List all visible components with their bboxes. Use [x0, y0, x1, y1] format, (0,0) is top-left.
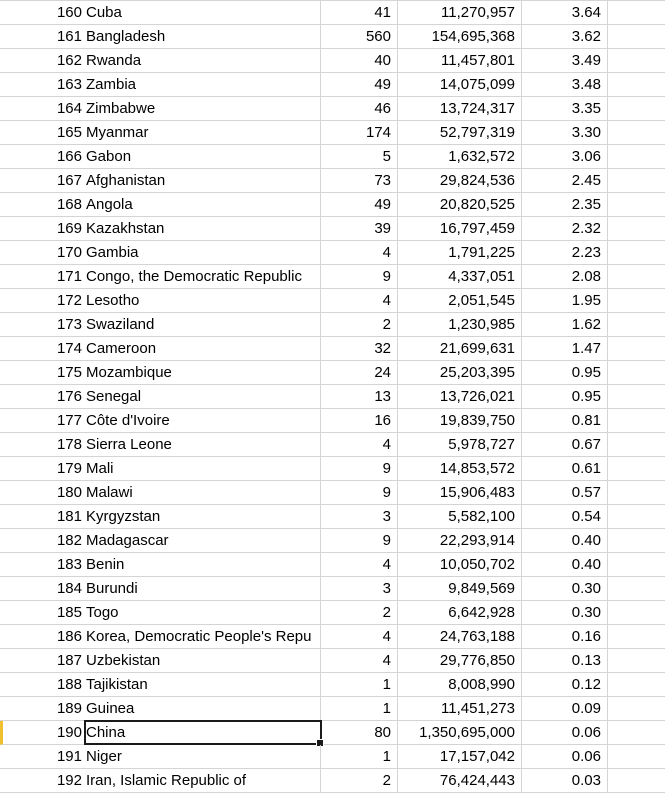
value-b-cell[interactable]: 1,632,572 — [398, 145, 522, 169]
row-header[interactable] — [0, 73, 44, 97]
country-cell[interactable]: Niger — [84, 745, 321, 769]
table-row — [0, 25, 665, 49]
empty-cell[interactable] — [608, 265, 665, 289]
table-row — [0, 73, 665, 97]
empty-cell[interactable] — [608, 649, 665, 673]
rank-cell[interactable]: 191 — [44, 745, 84, 769]
row-header[interactable] — [0, 553, 44, 577]
rank-cell[interactable]: 165 — [44, 121, 84, 145]
value-a-cell[interactable]: 13 — [321, 385, 398, 409]
row-header[interactable] — [0, 577, 44, 601]
value-c-cell[interactable]: 1.62 — [522, 313, 608, 337]
value-c-cell[interactable]: 0.30 — [522, 601, 608, 625]
value-c-cell[interactable]: 0.12 — [522, 673, 608, 697]
country-cell[interactable]: Benin — [84, 553, 321, 577]
empty-cell[interactable] — [608, 145, 665, 169]
row-header[interactable] — [0, 337, 44, 361]
value-a-cell[interactable]: 3 — [321, 505, 398, 529]
value-c-cell[interactable]: 0.13 — [522, 649, 608, 673]
value-b-cell[interactable]: 1,230,985 — [398, 313, 522, 337]
table-row — [0, 217, 665, 241]
value-a-cell[interactable]: 2 — [321, 769, 398, 793]
table-row — [0, 337, 665, 361]
value-c-cell[interactable]: 3.30 — [522, 121, 608, 145]
value-a-cell[interactable]: 4 — [321, 625, 398, 649]
row-header[interactable] — [0, 97, 44, 121]
value-c-cell[interactable]: 0.40 — [522, 529, 608, 553]
rank-cell[interactable]: 182 — [44, 529, 84, 553]
empty-cell[interactable] — [608, 505, 665, 529]
table-row — [0, 745, 665, 769]
value-c-cell[interactable]: 0.57 — [522, 481, 608, 505]
value-b-cell[interactable]: 1,350,695,000 — [398, 721, 522, 745]
country-cell[interactable]: Iran, Islamic Republic of — [84, 769, 321, 793]
value-b-cell[interactable]: 5,582,100 — [398, 505, 522, 529]
row-header[interactable] — [0, 361, 44, 385]
value-b-cell[interactable]: 13,724,317 — [398, 97, 522, 121]
row-header[interactable] — [0, 601, 44, 625]
empty-cell[interactable] — [608, 169, 665, 193]
table-row — [0, 553, 665, 577]
rank-cell[interactable]: 167 — [44, 169, 84, 193]
value-c-cell[interactable]: 0.67 — [522, 433, 608, 457]
value-b-cell[interactable]: 11,270,957 — [398, 1, 522, 25]
empty-cell[interactable] — [608, 745, 665, 769]
empty-cell[interactable] — [608, 289, 665, 313]
row-header[interactable] — [0, 193, 44, 217]
table-row — [0, 769, 665, 793]
row-header[interactable] — [0, 385, 44, 409]
value-c-cell[interactable]: 2.08 — [522, 265, 608, 289]
value-b-cell[interactable]: 9,849,569 — [398, 577, 522, 601]
value-c-cell[interactable]: 2.23 — [522, 241, 608, 265]
value-c-cell[interactable]: 0.03 — [522, 769, 608, 793]
rank-cell[interactable]: 163 — [44, 73, 84, 97]
value-a-cell[interactable]: 73 — [321, 169, 398, 193]
table-row — [0, 529, 665, 553]
empty-cell[interactable] — [608, 697, 665, 721]
country-cell[interactable]: Togo — [84, 601, 321, 625]
rank-cell[interactable]: 179 — [44, 457, 84, 481]
value-a-cell[interactable]: 4 — [321, 433, 398, 457]
row-header[interactable] — [0, 1, 44, 25]
country-cell[interactable]: Tajikistan — [84, 673, 321, 697]
country-cell[interactable]: Bangladesh — [84, 25, 321, 49]
empty-cell[interactable] — [608, 1, 665, 25]
table-row — [0, 361, 665, 385]
value-b-cell[interactable]: 19,839,750 — [398, 409, 522, 433]
empty-cell[interactable] — [608, 73, 665, 97]
empty-cell[interactable] — [608, 193, 665, 217]
value-c-cell[interactable]: 0.95 — [522, 361, 608, 385]
country-cell[interactable]: Swaziland — [84, 313, 321, 337]
row-header[interactable] — [0, 145, 44, 169]
table-row — [0, 313, 665, 337]
empty-cell[interactable] — [608, 481, 665, 505]
value-a-cell[interactable]: 2 — [321, 313, 398, 337]
table-row — [0, 433, 665, 457]
value-c-cell[interactable]: 0.30 — [522, 577, 608, 601]
table-row — [0, 97, 665, 121]
empty-cell[interactable] — [608, 337, 665, 361]
table-row — [0, 601, 665, 625]
table-row — [0, 121, 665, 145]
value-c-cell[interactable]: 0.06 — [522, 745, 608, 769]
empty-cell[interactable] — [608, 217, 665, 241]
value-b-cell[interactable]: 17,157,042 — [398, 745, 522, 769]
value-b-cell[interactable]: 21,699,631 — [398, 337, 522, 361]
value-b-cell[interactable]: 29,776,850 — [398, 649, 522, 673]
rank-cell[interactable]: 185 — [44, 601, 84, 625]
value-a-cell[interactable]: 40 — [321, 49, 398, 73]
table-row — [0, 289, 665, 313]
rank-cell[interactable]: 183 — [44, 553, 84, 577]
value-a-cell[interactable]: 4 — [321, 649, 398, 673]
country-cell[interactable]: Sierra Leone — [84, 433, 321, 457]
value-a-cell[interactable]: 4 — [321, 241, 398, 265]
table-row — [0, 577, 665, 601]
row-header[interactable] — [0, 457, 44, 481]
table-row — [0, 505, 665, 529]
value-a-cell[interactable]: 80 — [321, 721, 398, 745]
value-c-cell[interactable]: 2.45 — [522, 169, 608, 193]
value-a-cell[interactable]: 1 — [321, 673, 398, 697]
row-header[interactable] — [0, 25, 44, 49]
row-header[interactable] — [0, 505, 44, 529]
value-a-cell[interactable]: 39 — [321, 217, 398, 241]
rank-cell[interactable]: 173 — [44, 313, 84, 337]
value-c-cell[interactable]: 3.62 — [522, 25, 608, 49]
table-row — [0, 265, 665, 289]
table-row — [0, 481, 665, 505]
empty-cell[interactable] — [608, 553, 665, 577]
value-a-cell[interactable]: 9 — [321, 265, 398, 289]
value-b-cell[interactable]: 1,791,225 — [398, 241, 522, 265]
value-a-cell[interactable]: 174 — [321, 121, 398, 145]
table-row — [0, 649, 665, 673]
rank-cell[interactable]: 187 — [44, 649, 84, 673]
country-cell[interactable]: Mali — [84, 457, 321, 481]
row-header[interactable] — [0, 289, 44, 313]
value-a-cell[interactable]: 49 — [321, 193, 398, 217]
row-header[interactable] — [0, 217, 44, 241]
rank-cell[interactable]: 186 — [44, 625, 84, 649]
empty-cell[interactable] — [608, 361, 665, 385]
row-header[interactable] — [0, 745, 44, 769]
empty-cell[interactable] — [608, 409, 665, 433]
row-header[interactable] — [0, 481, 44, 505]
country-cell[interactable]: Zimbabwe — [84, 97, 321, 121]
table-row — [0, 1, 665, 25]
country-cell[interactable]: Rwanda — [84, 49, 321, 73]
country-cell[interactable]: Afghanistan — [84, 169, 321, 193]
table-row — [0, 385, 665, 409]
value-b-cell[interactable]: 5,978,727 — [398, 433, 522, 457]
rank-cell[interactable]: 169 — [44, 217, 84, 241]
row-header[interactable] — [0, 49, 44, 73]
row-header[interactable] — [0, 121, 44, 145]
rank-cell[interactable]: 161 — [44, 25, 84, 49]
empty-cell[interactable] — [608, 121, 665, 145]
value-a-cell[interactable]: 9 — [321, 529, 398, 553]
table-row — [0, 241, 665, 265]
table-row — [0, 169, 665, 193]
value-b-cell[interactable]: 14,075,099 — [398, 73, 522, 97]
rank-cell[interactable]: 164 — [44, 97, 84, 121]
rank-cell[interactable]: 160 — [44, 1, 84, 25]
row-header[interactable] — [0, 265, 44, 289]
value-c-cell[interactable]: 0.95 — [522, 385, 608, 409]
country-cell[interactable]: Korea, Democratic People's Repu — [84, 625, 321, 649]
table-row — [0, 721, 665, 745]
rank-cell[interactable]: 168 — [44, 193, 84, 217]
value-b-cell[interactable]: 13,726,021 — [398, 385, 522, 409]
country-cell[interactable]: Malawi — [84, 481, 321, 505]
empty-cell[interactable] — [608, 625, 665, 649]
value-c-cell[interactable]: 0.40 — [522, 553, 608, 577]
row-header[interactable] — [0, 673, 44, 697]
row-header[interactable] — [0, 697, 44, 721]
value-a-cell[interactable]: 560 — [321, 25, 398, 49]
empty-cell[interactable] — [608, 313, 665, 337]
table-row — [0, 409, 665, 433]
rank-cell[interactable]: 192 — [44, 769, 84, 793]
country-cell[interactable]: Gabon — [84, 145, 321, 169]
row-header[interactable] — [0, 409, 44, 433]
value-b-cell[interactable]: 11,457,801 — [398, 49, 522, 73]
row-header[interactable] — [0, 625, 44, 649]
value-a-cell[interactable]: 41 — [321, 1, 398, 25]
empty-cell[interactable] — [608, 433, 665, 457]
value-c-cell[interactable]: 2.32 — [522, 217, 608, 241]
rank-cell[interactable]: 177 — [44, 409, 84, 433]
rank-cell[interactable]: 178 — [44, 433, 84, 457]
empty-cell[interactable] — [608, 577, 665, 601]
country-cell[interactable]: Madagascar — [84, 529, 321, 553]
value-a-cell[interactable]: 9 — [321, 457, 398, 481]
value-c-cell[interactable]: 0.09 — [522, 697, 608, 721]
rank-cell[interactable]: 175 — [44, 361, 84, 385]
rank-cell[interactable]: 166 — [44, 145, 84, 169]
value-b-cell[interactable]: 25,203,395 — [398, 361, 522, 385]
row-header[interactable] — [0, 169, 44, 193]
country-cell[interactable]: Zambia — [84, 73, 321, 97]
empty-cell[interactable] — [608, 721, 665, 745]
value-a-cell[interactable]: 46 — [321, 97, 398, 121]
country-cell[interactable]: Uzbekistan — [84, 649, 321, 673]
country-cell[interactable]: Lesotho — [84, 289, 321, 313]
rank-cell[interactable]: 176 — [44, 385, 84, 409]
empty-cell[interactable] — [608, 529, 665, 553]
value-b-cell[interactable]: 10,050,702 — [398, 553, 522, 577]
value-b-cell[interactable]: 16,797,459 — [398, 217, 522, 241]
table-row — [0, 625, 665, 649]
value-b-cell[interactable]: 154,695,368 — [398, 25, 522, 49]
empty-cell[interactable] — [608, 769, 665, 793]
value-c-cell[interactable]: 3.48 — [522, 73, 608, 97]
value-c-cell[interactable]: 1.95 — [522, 289, 608, 313]
value-b-cell[interactable]: 4,337,051 — [398, 265, 522, 289]
value-a-cell[interactable]: 5 — [321, 145, 398, 169]
value-c-cell[interactable]: 3.06 — [522, 145, 608, 169]
rank-cell[interactable]: 190 — [44, 721, 84, 745]
table-row — [0, 457, 665, 481]
table-row — [0, 49, 665, 73]
country-cell[interactable]: Kyrgyzstan — [84, 505, 321, 529]
value-c-cell[interactable]: 3.49 — [522, 49, 608, 73]
value-a-cell[interactable]: 3 — [321, 577, 398, 601]
value-b-cell[interactable]: 11,451,273 — [398, 697, 522, 721]
row-header[interactable] — [0, 649, 44, 673]
rank-cell[interactable]: 162 — [44, 49, 84, 73]
country-cell[interactable]: Mozambique — [84, 361, 321, 385]
empty-cell[interactable] — [608, 601, 665, 625]
rank-cell[interactable]: 189 — [44, 697, 84, 721]
country-cell[interactable]: China — [84, 721, 321, 745]
value-c-cell[interactable]: 0.81 — [522, 409, 608, 433]
empty-cell[interactable] — [608, 457, 665, 481]
table-row — [0, 193, 665, 217]
value-a-cell[interactable]: 16 — [321, 409, 398, 433]
country-cell[interactable]: Senegal — [84, 385, 321, 409]
value-a-cell[interactable]: 4 — [321, 289, 398, 313]
country-cell[interactable]: Guinea — [84, 697, 321, 721]
value-a-cell[interactable]: 2 — [321, 601, 398, 625]
row-header[interactable] — [0, 721, 44, 745]
value-b-cell[interactable]: 6,642,928 — [398, 601, 522, 625]
table-row — [0, 673, 665, 697]
rank-cell[interactable]: 170 — [44, 241, 84, 265]
value-b-cell[interactable]: 14,853,572 — [398, 457, 522, 481]
country-cell[interactable]: Cuba — [84, 1, 321, 25]
value-c-cell[interactable]: 3.35 — [522, 97, 608, 121]
rank-cell[interactable]: 188 — [44, 673, 84, 697]
value-a-cell[interactable]: 24 — [321, 361, 398, 385]
value-b-cell[interactable]: 20,820,525 — [398, 193, 522, 217]
country-cell[interactable]: Kazakhstan — [84, 217, 321, 241]
rank-cell[interactable]: 171 — [44, 265, 84, 289]
value-c-cell[interactable]: 1.47 — [522, 337, 608, 361]
rank-cell[interactable]: 174 — [44, 337, 84, 361]
row-header[interactable] — [0, 313, 44, 337]
value-b-cell[interactable]: 76,424,443 — [398, 769, 522, 793]
value-c-cell[interactable]: 0.06 — [522, 721, 608, 745]
value-b-cell[interactable]: 2,051,545 — [398, 289, 522, 313]
value-a-cell[interactable]: 4 — [321, 553, 398, 577]
row-header[interactable] — [0, 529, 44, 553]
rank-cell[interactable]: 180 — [44, 481, 84, 505]
value-b-cell[interactable]: 22,293,914 — [398, 529, 522, 553]
value-c-cell[interactable]: 3.64 — [522, 1, 608, 25]
value-a-cell[interactable]: 32 — [321, 337, 398, 361]
value-a-cell[interactable]: 1 — [321, 745, 398, 769]
value-b-cell[interactable]: 52,797,319 — [398, 121, 522, 145]
rank-cell[interactable]: 172 — [44, 289, 84, 313]
country-cell[interactable]: Myanmar — [84, 121, 321, 145]
value-c-cell[interactable]: 0.54 — [522, 505, 608, 529]
value-c-cell[interactable]: 0.16 — [522, 625, 608, 649]
value-c-cell[interactable]: 0.61 — [522, 457, 608, 481]
value-a-cell[interactable]: 49 — [321, 73, 398, 97]
country-cell[interactable]: Angola — [84, 193, 321, 217]
table-row — [0, 145, 665, 169]
value-a-cell[interactable]: 1 — [321, 697, 398, 721]
country-cell[interactable]: Congo, the Democratic Republic — [84, 265, 321, 289]
empty-cell[interactable] — [608, 49, 665, 73]
value-a-cell[interactable]: 9 — [321, 481, 398, 505]
row-header[interactable] — [0, 769, 44, 793]
value-c-cell[interactable]: 2.35 — [522, 193, 608, 217]
empty-cell[interactable] — [608, 25, 665, 49]
rank-cell[interactable]: 181 — [44, 505, 84, 529]
value-b-cell[interactable]: 24,763,188 — [398, 625, 522, 649]
value-b-cell[interactable]: 8,008,990 — [398, 673, 522, 697]
empty-cell[interactable] — [608, 673, 665, 697]
empty-cell[interactable] — [608, 385, 665, 409]
country-cell[interactable]: Burundi — [84, 577, 321, 601]
table-row — [0, 697, 665, 721]
rank-cell[interactable]: 184 — [44, 577, 84, 601]
country-cell[interactable]: Gambia — [84, 241, 321, 265]
country-cell[interactable]: Côte d'Ivoire — [84, 409, 321, 433]
empty-cell[interactable] — [608, 241, 665, 265]
row-header[interactable] — [0, 241, 44, 265]
value-b-cell[interactable]: 15,906,483 — [398, 481, 522, 505]
row-header[interactable] — [0, 433, 44, 457]
country-cell[interactable]: Cameroon — [84, 337, 321, 361]
value-b-cell[interactable]: 29,824,536 — [398, 169, 522, 193]
empty-cell[interactable] — [608, 97, 665, 121]
